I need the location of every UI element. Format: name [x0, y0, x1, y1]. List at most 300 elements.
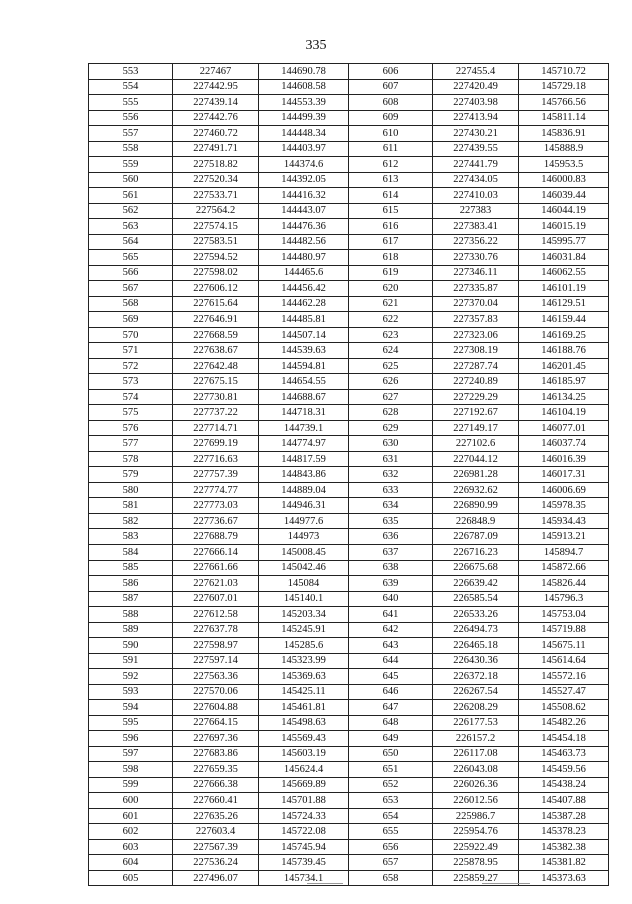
x-coordinate-cell: 226848.9	[433, 513, 519, 529]
y-coordinate-cell: 145710.72	[519, 64, 609, 80]
x-coordinate-cell: 227229.29	[433, 389, 519, 405]
y-coordinate-cell: 145836.91	[519, 126, 609, 142]
table-row	[89, 653, 609, 669]
point-number-cell: 580	[89, 482, 173, 498]
y-coordinate-cell: 145724.33	[259, 808, 349, 824]
y-coordinate-cell: 145508.62	[519, 700, 609, 716]
y-coordinate-cell: 145796.3	[519, 591, 609, 607]
x-coordinate-cell: 227646.91	[173, 312, 259, 328]
x-coordinate-cell: 226430.36	[433, 653, 519, 669]
point-number-cell: 563	[89, 219, 173, 235]
table-row	[89, 777, 609, 793]
x-coordinate-cell: 227773.03	[173, 498, 259, 514]
point-number-cell: 657	[349, 855, 433, 871]
y-coordinate-cell: 145701.88	[259, 793, 349, 809]
y-coordinate-cell: 146037.74	[519, 436, 609, 452]
table-row	[89, 157, 609, 173]
table-row	[89, 684, 609, 700]
y-coordinate-cell: 144443.07	[259, 203, 349, 219]
point-number-cell: 593	[89, 684, 173, 700]
x-coordinate-cell: 227683.86	[173, 746, 259, 762]
x-coordinate-cell: 225986.7	[433, 808, 519, 824]
y-coordinate-cell: 146039.44	[519, 188, 609, 204]
point-number-cell: 620	[349, 281, 433, 297]
point-number-cell: 601	[89, 808, 173, 824]
y-coordinate-cell: 145894.7	[519, 544, 609, 560]
x-coordinate-cell: 226012.56	[433, 793, 519, 809]
y-coordinate-cell: 144718.31	[259, 405, 349, 421]
point-number-cell: 582	[89, 513, 173, 529]
point-number-cell: 556	[89, 110, 173, 126]
y-coordinate-cell: 146017.31	[519, 467, 609, 483]
point-number-cell: 653	[349, 793, 433, 809]
y-coordinate-cell: 146077.01	[519, 420, 609, 436]
x-coordinate-cell: 226157.2	[433, 731, 519, 747]
point-number-cell: 602	[89, 824, 173, 840]
point-number-cell: 614	[349, 188, 433, 204]
table-row	[89, 715, 609, 731]
point-number-cell: 613	[349, 172, 433, 188]
y-coordinate-cell: 144456.42	[259, 281, 349, 297]
y-coordinate-cell: 146201.45	[519, 358, 609, 374]
point-number-cell: 615	[349, 203, 433, 219]
y-coordinate-cell: 145498.63	[259, 715, 349, 731]
point-number-cell: 645	[349, 669, 433, 685]
y-coordinate-cell: 145766.56	[519, 95, 609, 111]
x-coordinate-cell: 227383.41	[433, 219, 519, 235]
y-coordinate-cell: 145995.77	[519, 234, 609, 250]
y-coordinate-cell: 146188.76	[519, 343, 609, 359]
x-coordinate-cell: 227044.12	[433, 451, 519, 467]
point-number-cell: 555	[89, 95, 173, 111]
table-row	[89, 281, 609, 297]
point-number-cell: 558	[89, 141, 173, 157]
table-row	[89, 731, 609, 747]
footer-divider-left	[307, 883, 343, 884]
table-row	[89, 64, 609, 80]
y-coordinate-cell: 144392.05	[259, 172, 349, 188]
point-number-cell: 646	[349, 684, 433, 700]
y-coordinate-cell: 145913.21	[519, 529, 609, 545]
point-number-cell: 612	[349, 157, 433, 173]
table-row	[89, 234, 609, 250]
y-coordinate-cell: 144416.32	[259, 188, 349, 204]
x-coordinate-cell: 227642.48	[173, 358, 259, 374]
y-coordinate-cell: 144507.14	[259, 327, 349, 343]
x-coordinate-cell: 227149.17	[433, 420, 519, 436]
y-coordinate-cell: 146006.69	[519, 482, 609, 498]
y-coordinate-cell: 145614.64	[519, 653, 609, 669]
y-coordinate-cell: 145245.91	[259, 622, 349, 638]
table-row	[89, 482, 609, 498]
point-number-cell: 622	[349, 312, 433, 328]
point-number-cell: 579	[89, 467, 173, 483]
table-row	[89, 544, 609, 560]
x-coordinate-cell: 227491.71	[173, 141, 259, 157]
point-number-cell: 605	[89, 870, 173, 886]
x-coordinate-cell: 227666.38	[173, 777, 259, 793]
point-number-cell: 594	[89, 700, 173, 716]
y-coordinate-cell: 145369.63	[259, 669, 349, 685]
point-number-cell: 626	[349, 374, 433, 390]
y-coordinate-cell: 146169.25	[519, 327, 609, 343]
point-number-cell: 636	[349, 529, 433, 545]
y-coordinate-cell: 145454.18	[519, 731, 609, 747]
footer-divider-right	[482, 883, 530, 884]
table-row	[89, 839, 609, 855]
point-number-cell: 621	[349, 296, 433, 312]
x-coordinate-cell: 227536.24	[173, 855, 259, 871]
x-coordinate-cell: 227664.15	[173, 715, 259, 731]
y-coordinate-cell: 145624.4	[259, 762, 349, 778]
y-coordinate-cell: 146129.51	[519, 296, 609, 312]
point-number-cell: 587	[89, 591, 173, 607]
table-row	[89, 296, 609, 312]
y-coordinate-cell: 146015.19	[519, 219, 609, 235]
point-number-cell: 599	[89, 777, 173, 793]
y-coordinate-cell: 144889.04	[259, 482, 349, 498]
y-coordinate-cell: 145753.04	[519, 607, 609, 623]
point-number-cell: 561	[89, 188, 173, 204]
x-coordinate-cell: 226465.18	[433, 638, 519, 654]
x-coordinate-cell: 227666.14	[173, 544, 259, 560]
x-coordinate-cell: 226890.99	[433, 498, 519, 514]
x-coordinate-cell: 227496.07	[173, 870, 259, 886]
point-number-cell: 616	[349, 219, 433, 235]
point-number-cell: 656	[349, 839, 433, 855]
y-coordinate-cell: 145463.73	[519, 746, 609, 762]
y-coordinate-cell: 145729.18	[519, 79, 609, 95]
point-number-cell: 553	[89, 64, 173, 80]
point-number-cell: 571	[89, 343, 173, 359]
point-number-cell: 595	[89, 715, 173, 731]
point-number-cell: 592	[89, 669, 173, 685]
x-coordinate-cell: 227439.14	[173, 95, 259, 111]
table-row	[89, 762, 609, 778]
y-coordinate-cell: 146000.83	[519, 172, 609, 188]
point-number-cell: 591	[89, 653, 173, 669]
y-coordinate-cell: 145888.9	[519, 141, 609, 157]
x-coordinate-cell: 227603.4	[173, 824, 259, 840]
table-row	[89, 746, 609, 762]
x-coordinate-cell: 226177.53	[433, 715, 519, 731]
point-number-cell: 655	[349, 824, 433, 840]
x-coordinate-cell: 226981.28	[433, 467, 519, 483]
x-coordinate-cell: 227346.11	[433, 265, 519, 281]
point-number-cell: 606	[349, 64, 433, 80]
x-coordinate-cell: 227370.04	[433, 296, 519, 312]
point-number-cell: 590	[89, 638, 173, 654]
x-coordinate-cell: 227716.63	[173, 451, 259, 467]
table-row	[89, 622, 609, 638]
x-coordinate-cell: 226787.09	[433, 529, 519, 545]
y-coordinate-cell: 145323.99	[259, 653, 349, 669]
x-coordinate-cell: 227383	[433, 203, 519, 219]
point-number-cell: 569	[89, 312, 173, 328]
y-coordinate-cell: 144690.78	[259, 64, 349, 80]
point-number-cell: 597	[89, 746, 173, 762]
y-coordinate-cell: 145438.24	[519, 777, 609, 793]
point-number-cell: 648	[349, 715, 433, 731]
y-coordinate-cell: 144608.58	[259, 79, 349, 95]
point-number-cell: 635	[349, 513, 433, 529]
x-coordinate-cell: 227606.12	[173, 281, 259, 297]
y-coordinate-cell: 144374.6	[259, 157, 349, 173]
table-row	[89, 436, 609, 452]
x-coordinate-cell: 225859.27	[433, 870, 519, 886]
x-coordinate-cell: 227403.98	[433, 95, 519, 111]
y-coordinate-cell: 144817.59	[259, 451, 349, 467]
y-coordinate-cell: 145482.26	[519, 715, 609, 731]
point-number-cell: 588	[89, 607, 173, 623]
x-coordinate-cell: 225878.95	[433, 855, 519, 871]
x-coordinate-cell: 227615.64	[173, 296, 259, 312]
point-number-cell: 629	[349, 420, 433, 436]
y-coordinate-cell: 144448.34	[259, 126, 349, 142]
y-coordinate-cell: 145042.46	[259, 560, 349, 576]
x-coordinate-cell: 226585.54	[433, 591, 519, 607]
y-coordinate-cell: 145140.1	[259, 591, 349, 607]
coordinates-table-body	[89, 64, 609, 886]
table-row	[89, 219, 609, 235]
y-coordinate-cell: 145203.34	[259, 607, 349, 623]
point-number-cell: 625	[349, 358, 433, 374]
point-number-cell: 643	[349, 638, 433, 654]
y-coordinate-cell: 145872.66	[519, 560, 609, 576]
y-coordinate-cell: 144946.31	[259, 498, 349, 514]
point-number-cell: 618	[349, 250, 433, 266]
point-number-cell: 573	[89, 374, 173, 390]
y-coordinate-cell: 144654.55	[259, 374, 349, 390]
y-coordinate-cell: 145603.19	[259, 746, 349, 762]
x-coordinate-cell: 227699.19	[173, 436, 259, 452]
x-coordinate-cell: 227774.77	[173, 482, 259, 498]
point-number-cell: 619	[349, 265, 433, 281]
point-number-cell: 642	[349, 622, 433, 638]
x-coordinate-cell: 227442.76	[173, 110, 259, 126]
x-coordinate-cell: 227439.55	[433, 141, 519, 157]
x-coordinate-cell: 227660.41	[173, 793, 259, 809]
x-coordinate-cell: 226208.29	[433, 700, 519, 716]
table-row	[89, 560, 609, 576]
x-coordinate-cell: 227594.52	[173, 250, 259, 266]
x-coordinate-cell: 227597.14	[173, 653, 259, 669]
y-coordinate-cell: 144594.81	[259, 358, 349, 374]
y-coordinate-cell: 146159.44	[519, 312, 609, 328]
y-coordinate-cell: 145675.11	[519, 638, 609, 654]
point-number-cell: 583	[89, 529, 173, 545]
point-number-cell: 638	[349, 560, 433, 576]
x-coordinate-cell: 227460.72	[173, 126, 259, 142]
table-row	[89, 529, 609, 545]
table-row	[89, 312, 609, 328]
table-row	[89, 420, 609, 436]
table-row	[89, 498, 609, 514]
y-coordinate-cell: 145285.6	[259, 638, 349, 654]
x-coordinate-cell: 227714.71	[173, 420, 259, 436]
table-row	[89, 576, 609, 592]
y-coordinate-cell: 145719.88	[519, 622, 609, 638]
point-number-cell: 577	[89, 436, 173, 452]
y-coordinate-cell: 144973	[259, 529, 349, 545]
y-coordinate-cell: 146044.19	[519, 203, 609, 219]
table-row	[89, 327, 609, 343]
y-coordinate-cell: 145745.94	[259, 839, 349, 855]
y-coordinate-cell: 145008.45	[259, 544, 349, 560]
y-coordinate-cell: 145722.08	[259, 824, 349, 840]
x-coordinate-cell: 227356.22	[433, 234, 519, 250]
y-coordinate-cell: 146031.84	[519, 250, 609, 266]
y-coordinate-cell: 144480.97	[259, 250, 349, 266]
point-number-cell: 578	[89, 451, 173, 467]
point-number-cell: 644	[349, 653, 433, 669]
point-number-cell: 585	[89, 560, 173, 576]
point-number-cell: 617	[349, 234, 433, 250]
point-number-cell: 600	[89, 793, 173, 809]
point-number-cell: 658	[349, 870, 433, 886]
x-coordinate-cell: 227598.02	[173, 265, 259, 281]
x-coordinate-cell: 227420.49	[433, 79, 519, 95]
point-number-cell: 566	[89, 265, 173, 281]
table-row	[89, 591, 609, 607]
point-number-cell: 623	[349, 327, 433, 343]
table-row	[89, 110, 609, 126]
point-number-cell: 634	[349, 498, 433, 514]
x-coordinate-cell: 227564.2	[173, 203, 259, 219]
x-coordinate-cell: 227287.74	[433, 358, 519, 374]
table-row	[89, 188, 609, 204]
x-coordinate-cell: 227192.67	[433, 405, 519, 421]
point-number-cell: 581	[89, 498, 173, 514]
x-coordinate-cell: 227757.39	[173, 467, 259, 483]
y-coordinate-cell: 145461.81	[259, 700, 349, 716]
table-row	[89, 265, 609, 281]
x-coordinate-cell: 226533.26	[433, 607, 519, 623]
x-coordinate-cell: 226716.23	[433, 544, 519, 560]
table-row	[89, 141, 609, 157]
y-coordinate-cell: 144403.97	[259, 141, 349, 157]
table-row	[89, 513, 609, 529]
coordinates-table	[88, 63, 609, 886]
y-coordinate-cell: 145734.1	[259, 870, 349, 886]
x-coordinate-cell: 227102.6	[433, 436, 519, 452]
point-number-cell: 560	[89, 172, 173, 188]
table-row	[89, 95, 609, 111]
table-row	[89, 203, 609, 219]
table-row	[89, 824, 609, 840]
table-row	[89, 607, 609, 623]
table-row	[89, 793, 609, 809]
x-coordinate-cell: 227659.35	[173, 762, 259, 778]
y-coordinate-cell: 145953.5	[519, 157, 609, 173]
y-coordinate-cell: 145669.89	[259, 777, 349, 793]
point-number-cell: 628	[349, 405, 433, 421]
point-number-cell: 637	[349, 544, 433, 560]
point-number-cell: 650	[349, 746, 433, 762]
point-number-cell: 640	[349, 591, 433, 607]
y-coordinate-cell: 145527.47	[519, 684, 609, 700]
y-coordinate-cell: 146062.55	[519, 265, 609, 281]
point-number-cell: 574	[89, 389, 173, 405]
y-coordinate-cell: 145382.38	[519, 839, 609, 855]
point-number-cell: 633	[349, 482, 433, 498]
y-coordinate-cell: 145378.23	[519, 824, 609, 840]
x-coordinate-cell: 226675.68	[433, 560, 519, 576]
x-coordinate-cell: 227688.79	[173, 529, 259, 545]
y-coordinate-cell: 145811.14	[519, 110, 609, 126]
x-coordinate-cell: 227604.88	[173, 700, 259, 716]
x-coordinate-cell: 227520.34	[173, 172, 259, 188]
x-coordinate-cell: 227635.26	[173, 808, 259, 824]
x-coordinate-cell: 226026.36	[433, 777, 519, 793]
point-number-cell: 632	[349, 467, 433, 483]
x-coordinate-cell: 227661.66	[173, 560, 259, 576]
table-row	[89, 374, 609, 390]
x-coordinate-cell: 227467	[173, 64, 259, 80]
point-number-cell: 647	[349, 700, 433, 716]
point-number-cell: 575	[89, 405, 173, 421]
y-coordinate-cell: 144482.56	[259, 234, 349, 250]
y-coordinate-cell: 145387.28	[519, 808, 609, 824]
point-number-cell: 572	[89, 358, 173, 374]
point-number-cell: 586	[89, 576, 173, 592]
point-number-cell: 598	[89, 762, 173, 778]
x-coordinate-cell: 227736.67	[173, 513, 259, 529]
x-coordinate-cell: 227574.15	[173, 219, 259, 235]
x-coordinate-cell: 227442.95	[173, 79, 259, 95]
x-coordinate-cell: 227607.01	[173, 591, 259, 607]
point-number-cell: 604	[89, 855, 173, 871]
x-coordinate-cell: 227335.87	[433, 281, 519, 297]
x-coordinate-cell: 227675.15	[173, 374, 259, 390]
x-coordinate-cell: 227612.58	[173, 607, 259, 623]
point-number-cell: 576	[89, 420, 173, 436]
y-coordinate-cell: 145978.35	[519, 498, 609, 514]
x-coordinate-cell: 227638.67	[173, 343, 259, 359]
y-coordinate-cell: 146104.19	[519, 405, 609, 421]
point-number-cell: 568	[89, 296, 173, 312]
point-number-cell: 611	[349, 141, 433, 157]
point-number-cell: 607	[349, 79, 433, 95]
x-coordinate-cell: 227570.06	[173, 684, 259, 700]
x-coordinate-cell: 227441.79	[433, 157, 519, 173]
point-number-cell: 603	[89, 839, 173, 855]
y-coordinate-cell: 145569.43	[259, 731, 349, 747]
y-coordinate-cell: 145459.56	[519, 762, 609, 778]
x-coordinate-cell: 226117.08	[433, 746, 519, 762]
table-row	[89, 638, 609, 654]
table-row	[89, 126, 609, 142]
y-coordinate-cell: 145084	[259, 576, 349, 592]
x-coordinate-cell: 226932.62	[433, 482, 519, 498]
y-coordinate-cell: 144462.28	[259, 296, 349, 312]
x-coordinate-cell: 227697.36	[173, 731, 259, 747]
x-coordinate-cell: 225922.49	[433, 839, 519, 855]
table-row	[89, 467, 609, 483]
x-coordinate-cell: 227308.19	[433, 343, 519, 359]
y-coordinate-cell: 144688.67	[259, 389, 349, 405]
x-coordinate-cell: 227323.06	[433, 327, 519, 343]
x-coordinate-cell: 227567.39	[173, 839, 259, 855]
x-coordinate-cell: 226372.18	[433, 669, 519, 685]
y-coordinate-cell: 146134.25	[519, 389, 609, 405]
y-coordinate-cell: 145826.44	[519, 576, 609, 592]
x-coordinate-cell: 227357.83	[433, 312, 519, 328]
x-coordinate-cell: 227737.22	[173, 405, 259, 421]
table-row	[89, 808, 609, 824]
x-coordinate-cell: 227413.94	[433, 110, 519, 126]
table-row	[89, 79, 609, 95]
